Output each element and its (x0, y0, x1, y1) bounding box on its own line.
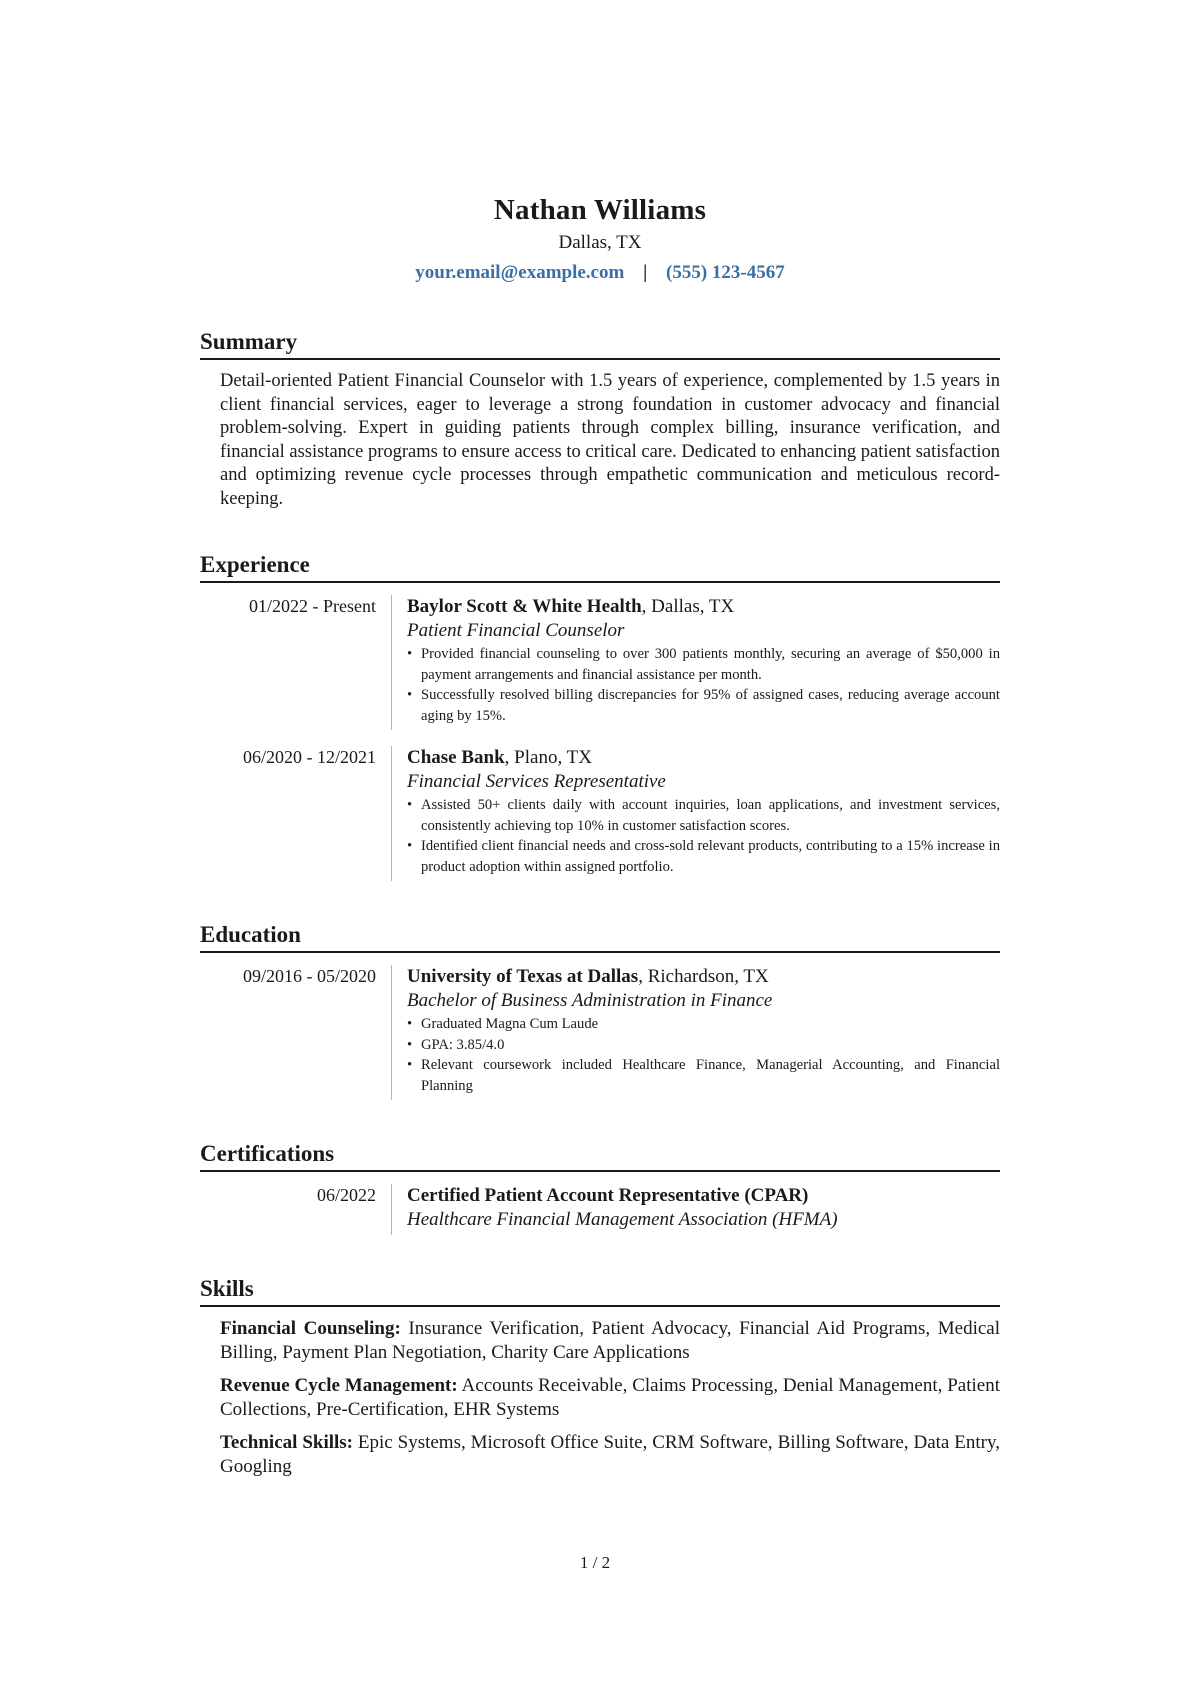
certifications-section (200, 1140, 1000, 1235)
bullet-item: • Graduated Magna Cum Laude (407, 1014, 1000, 1035)
summary-text: Detail-oriented Patient Financial Counselor with 1.5 years of experience, complemented by 1.5 years in client financial services, eager to leverage a strong foundation in customer advocacy and financial problem-solving. Expert in guiding patients through complex billing, insurance verification, and financial assistance programs to ensure access to critical care. Dedicated to enhancing patient satisfaction and optimizing revenue cycle processes through empathetic communication and meticulous record-keeping. (220, 371, 1000, 509)
bullet-item: • Provided financial counseling to over 300 patients monthly, securing an average of $50,000 in payment arrangements and financial assistance per month. (407, 644, 1000, 685)
skill-text: Accounts Receivable, Claims Processing, Denial Management, Patient Collections, Pre-Certification, EHR Systems (220, 1375, 1000, 1420)
contact-line (200, 260, 1000, 286)
skills-section (200, 1275, 1000, 1478)
email-link[interactable]: your.email@example.com (415, 262, 625, 283)
bullet-item: • Assisted 50+ clients daily with account inquiries, loan applications, and investment services, consistently achieving top 10% in customer satisfaction scores. (407, 795, 1000, 836)
org-name: Chase Bank (407, 747, 505, 768)
certification-entry (200, 1184, 1000, 1235)
entry-date: 06/2022 (316, 1185, 376, 1205)
summary-section (200, 328, 1000, 511)
entry-bullets (407, 795, 1000, 877)
entry-role: Patient Financial Counselor (407, 620, 625, 641)
entry-date: 09/2016 - 05/2020 (243, 966, 376, 986)
entry-body (391, 965, 1000, 1100)
section-title-education: Education (200, 921, 1000, 953)
skill-label: Financial Counseling: (220, 1318, 401, 1339)
phone-link[interactable]: (555) 123-4567 (666, 262, 785, 283)
section-title-certifications: Certifications (200, 1140, 1000, 1172)
entry-organization (407, 965, 1000, 989)
cert-issuer: Healthcare Financial Management Association (HFMA) (407, 1209, 838, 1230)
page-number: 1 / 2 (579, 1553, 611, 1572)
bullet-item: • Identified client financial needs and cross-sold relevant products, contributing to a 15% increase in product adoption within assigned portfolio. (407, 836, 1000, 877)
experience-section (200, 551, 1000, 881)
entry-body (391, 1184, 1000, 1235)
contact-separator: | (643, 262, 648, 283)
entry-role: Bachelor of Business Administration in Finance (407, 990, 773, 1011)
candidate-location: Dallas, TX (558, 232, 642, 253)
bullet-item: • GPA: 3.85/4.0 (407, 1035, 1000, 1056)
org-name: University of Texas at Dallas (407, 966, 639, 987)
entry-organization (407, 1184, 1000, 1208)
section-title-experience: Experience (200, 551, 1000, 583)
skill-group (220, 1374, 1000, 1421)
entry-body (391, 746, 1000, 881)
org-name: Baylor Scott & White Health (407, 596, 642, 617)
entry-bullets (407, 644, 1000, 726)
experience-entry (200, 595, 1000, 730)
section-title-summary: Summary (200, 328, 1000, 360)
section-title-skills: Skills (200, 1275, 1000, 1307)
skill-label: Technical Skills: (220, 1432, 354, 1453)
entry-role: Financial Services Representative (407, 771, 666, 792)
entry-organization (407, 746, 1000, 770)
entry-bullets (407, 1014, 1000, 1096)
skill-group (220, 1317, 1000, 1364)
resume-page (200, 0, 1000, 1478)
resume-header (200, 0, 1000, 286)
experience-entry (200, 746, 1000, 881)
bullet-item: • Relevant coursework included Healthcare Finance, Managerial Accounting, and Financial Planning (407, 1055, 1000, 1096)
candidate-name: Nathan Williams (493, 194, 707, 226)
skill-label: Revenue Cycle Management: (220, 1375, 458, 1396)
entry-body (391, 595, 1000, 730)
education-section (200, 921, 1000, 1100)
skill-text: Insurance Verification, Patient Advocacy, Financial Aid Programs, Medical Billing, Payment Plan Negotiation, Charity Care Applications (220, 1318, 1000, 1363)
skill-group (220, 1431, 1000, 1478)
org-place: , Richardson, TX (638, 966, 769, 987)
cert-name: Certified Patient Account Representative (CPAR) (407, 1185, 809, 1206)
skill-text: Epic Systems, Microsoft Office Suite, CRM Software, Billing Software, Data Entry, Googling (220, 1432, 1000, 1477)
entry-date: 06/2020 - 12/2021 (243, 747, 376, 767)
org-place: , Plano, TX (504, 747, 592, 768)
education-entry (200, 965, 1000, 1100)
entry-date: 01/2022 - Present (249, 596, 376, 616)
entry-organization (407, 595, 1000, 619)
bullet-item: • Successfully resolved billing discrepancies for 95% of assigned cases, reducing average account aging by 15%. (407, 685, 1000, 726)
org-place: , Dallas, TX (641, 596, 735, 617)
